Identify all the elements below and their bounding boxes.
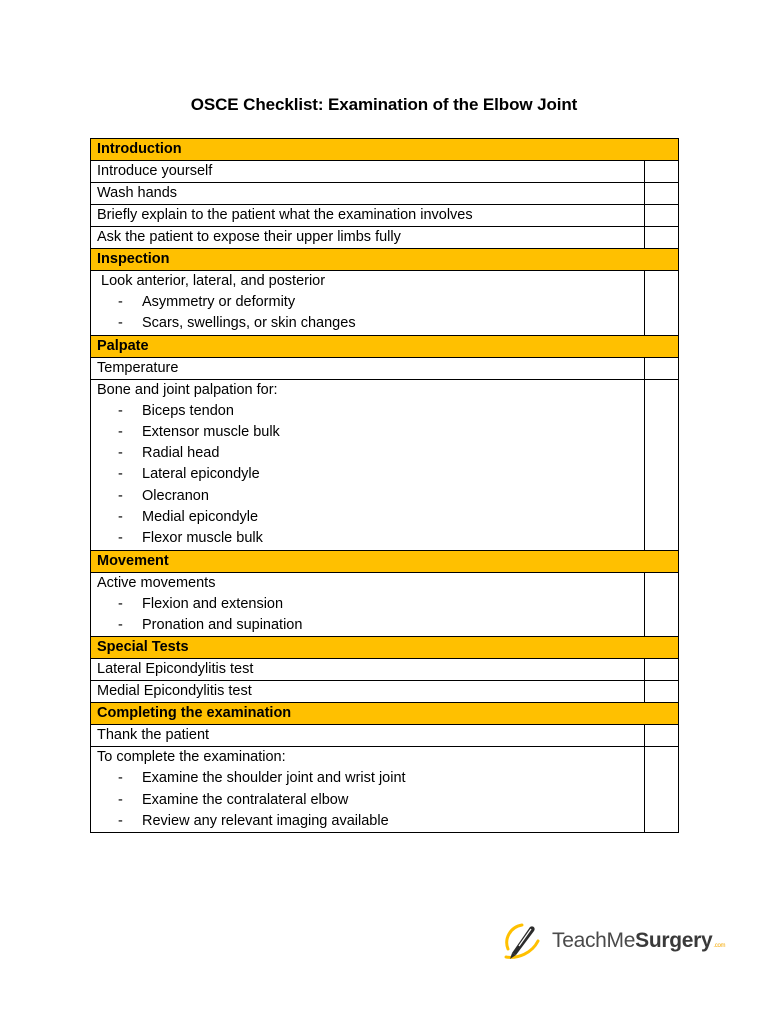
list-item: - Examine the shoulder joint and wrist joint — [97, 768, 638, 789]
checklist-table — [90, 138, 679, 833]
checklist-row — [91, 357, 679, 379]
brand-name: TeachMeSurgery.com — [552, 929, 726, 952]
list-item: - Biceps tendon — [97, 401, 638, 422]
item-text: Medial Epicondylitis test — [91, 681, 645, 703]
item-group — [91, 379, 645, 550]
item-lead: Look anterior, lateral, and posterior — [101, 273, 326, 289]
section-header-palpate — [91, 335, 679, 357]
dash-bullet: - — [118, 616, 123, 633]
checkbox-cell[interactable] — [645, 747, 679, 833]
section-title: Inspection — [91, 249, 679, 271]
page-title: OSCE Checklist: Examination of the Elbow Joint — [190, 95, 578, 114]
list-item: - Extensor muscle bulk — [97, 422, 638, 443]
sub-list — [97, 594, 638, 637]
item-lead: To complete the examination: — [97, 749, 286, 766]
section-header-introduction — [91, 139, 679, 161]
item-text: Wash hands — [91, 183, 645, 205]
section-title: Completing the examination — [91, 703, 679, 725]
section-title: Palpate — [91, 335, 679, 357]
item-lead: Active movements — [97, 574, 216, 591]
item-text: Introduce yourself — [91, 161, 645, 183]
dash-bullet: - — [118, 315, 123, 332]
dash-bullet: - — [118, 530, 123, 547]
checklist-row — [91, 725, 679, 747]
checkbox-cell[interactable] — [645, 271, 679, 336]
checkbox-cell[interactable] — [645, 161, 679, 183]
list-item: - Review any relevant imaging available — [97, 811, 638, 832]
checkbox-cell[interactable] — [645, 725, 679, 747]
dash-bullet: - — [118, 791, 123, 808]
dash-bullet: - — [118, 294, 123, 310]
dash-bullet: - — [118, 812, 123, 829]
checkbox-cell[interactable] — [645, 205, 679, 227]
checklist-row — [91, 227, 679, 249]
dash-bullet: - — [118, 445, 123, 462]
sub-list — [97, 292, 638, 335]
section-header-movement — [91, 550, 679, 572]
list-item: - Lateral epicondyle — [97, 464, 638, 485]
item-group — [91, 572, 645, 637]
item-text: Temperature — [91, 357, 645, 379]
checkbox-cell[interactable] — [645, 227, 679, 249]
sub-list — [97, 768, 638, 832]
list-item: - Olecranon — [97, 486, 638, 507]
checklist-row — [91, 659, 679, 681]
dash-bullet: - — [118, 423, 123, 440]
checklist-row — [91, 572, 679, 637]
checklist-row — [91, 205, 679, 227]
checkbox-cell[interactable] — [645, 357, 679, 379]
section-title: Movement — [91, 550, 679, 572]
item-group — [91, 271, 645, 336]
teachmesurgery-logo — [500, 918, 725, 964]
section-header-special-tests — [91, 637, 679, 659]
dash-bullet: - — [118, 487, 123, 504]
list-item: - Radial head — [97, 443, 638, 464]
list-item: - Pronation and supination — [97, 615, 638, 636]
item-text: Ask the patient to expose their upper limbs fully — [91, 227, 645, 249]
list-item: - Flexor muscle bulk — [97, 528, 638, 549]
section-header-completing — [91, 703, 679, 725]
item-text: Lateral Epicondylitis test — [91, 659, 645, 681]
checklist-row — [91, 271, 679, 336]
list-item: - Asymmetry or deformity — [97, 292, 638, 313]
checklist-row — [91, 183, 679, 205]
dash-bullet: - — [118, 402, 123, 419]
checkbox-cell[interactable] — [645, 681, 679, 703]
item-text: Thank the patient — [91, 725, 645, 747]
dash-bullet: - — [118, 466, 123, 483]
list-item: - Scars, swellings, or skin changes — [97, 313, 638, 334]
dash-bullet: - — [118, 509, 123, 526]
list-item: - Flexion and extension — [97, 594, 638, 615]
item-lead: Bone and joint palpation for: — [97, 381, 278, 398]
section-header-inspection — [91, 249, 679, 271]
dash-bullet: - — [118, 770, 123, 787]
list-item: - Medial epicondyle — [97, 507, 638, 528]
checklist-row — [91, 379, 679, 550]
sub-list — [97, 401, 638, 550]
dash-bullet: - — [118, 595, 123, 612]
quill-pen-icon — [500, 919, 544, 963]
list-item: - Examine the contralateral elbow — [97, 790, 638, 811]
section-title: Introduction — [91, 139, 679, 161]
item-group — [91, 747, 645, 833]
checkbox-cell[interactable] — [645, 659, 679, 681]
item-text: Briefly explain to the patient what the examination involves — [91, 205, 645, 227]
checkbox-cell[interactable] — [645, 183, 679, 205]
section-title: Special Tests — [91, 637, 679, 659]
checkbox-cell[interactable] — [645, 572, 679, 637]
checklist-row — [91, 681, 679, 703]
checkbox-cell[interactable] — [645, 379, 679, 550]
checklist-row — [91, 161, 679, 183]
checklist-row — [91, 747, 679, 833]
